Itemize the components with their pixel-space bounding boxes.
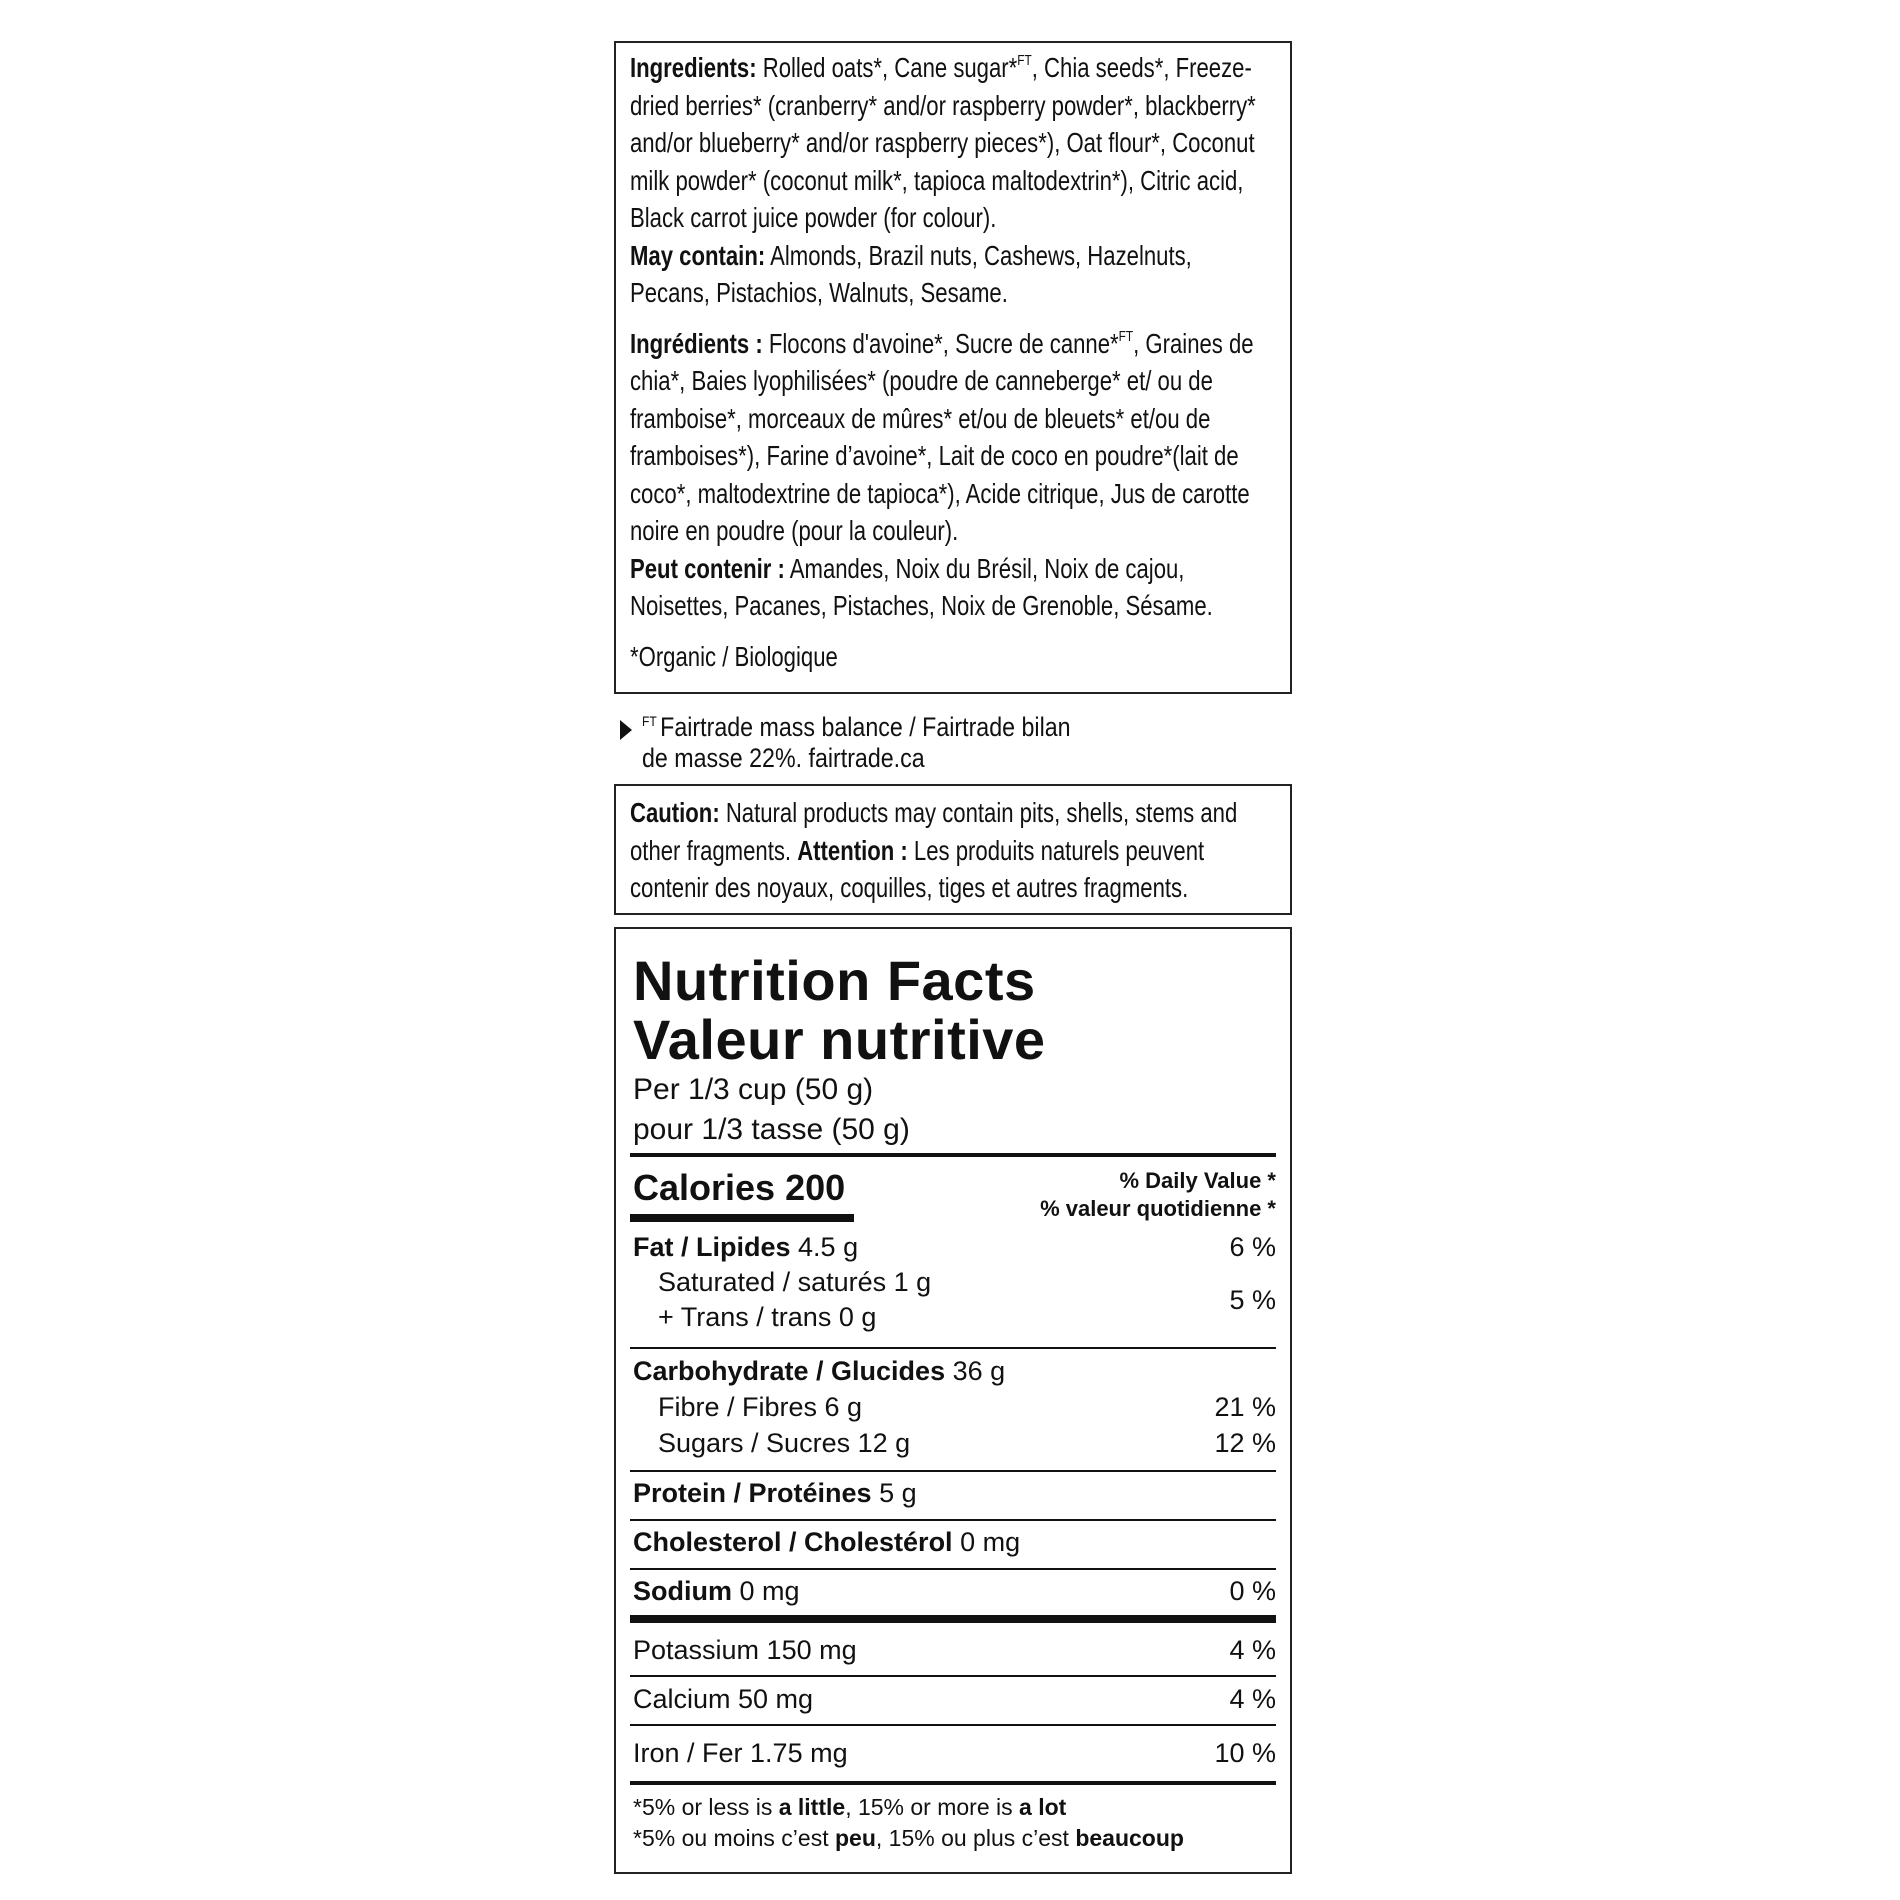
rule-thick [630, 1153, 1276, 1157]
footnote-en-part-1: *5% or less is [633, 1794, 779, 1820]
rule-thin [630, 1347, 1276, 1349]
sodium-amount: 0 mg [732, 1576, 800, 1606]
cholesterol-row [633, 1526, 1020, 1558]
fibre-percent: 21 % [1214, 1392, 1276, 1422]
rule-thin [630, 1519, 1276, 1521]
footnote-fr-part-2: , 15% ou plus c’est [875, 1825, 1076, 1851]
ingredients-label: Ingredients: [630, 52, 757, 83]
potassium-percent: 4 % [1229, 1635, 1276, 1665]
protein-row [633, 1477, 917, 1509]
cholesterol-amount: 0 mg [952, 1527, 1021, 1557]
calories-underline [630, 1214, 854, 1222]
caution-label: Caution: [630, 797, 720, 828]
sodium-row [633, 1575, 800, 1607]
fat-percent: 6 % [1229, 1232, 1276, 1262]
iron-percent: 10 % [1214, 1738, 1276, 1768]
fairtrade-mark: FT [1017, 52, 1032, 69]
sodium-percent: 0 % [1229, 1576, 1276, 1606]
rule-thin [630, 1470, 1276, 1472]
caution-english: Natural products may contain pits, shells, stems and other fragments. [630, 797, 1238, 866]
ingredients-list-part-2: , Chia seeds*, Freeze-dried berries* (cranberry* and/or raspberry powder*, blackberry* and/or blueberry* and/or raspberry pieces*), Oat flour*, Coconut milk powder* (coconut milk*, tapioca maltodextrin*), Citric acid, Black carrot juice powder (for colour). [630, 52, 1256, 233]
nutrition-title-en: Nutrition Facts [633, 949, 1036, 1012]
carbohydrate-row [633, 1355, 1005, 1387]
may-contain-list-fr: Amandes, Noix du Brésil, Noix de cajou, Noisettes, Pacanes, Pistaches, Noix de Grenoble, Sésame. [630, 552, 1213, 621]
ingredients-text-block [630, 49, 1278, 675]
organic-note: *Organic / Biologique [630, 640, 838, 672]
ingredients-label-fr: Ingrédients : [630, 327, 763, 359]
footnote-fr-bold-2: beaucoup [1075, 1825, 1184, 1851]
fairtrade-text [642, 712, 1124, 774]
fibre-row: Fibre / Fibres 6 g [658, 1392, 863, 1422]
sat-trans-percent: 5 % [1229, 1285, 1276, 1315]
ingredients-list-part-1: Rolled oats*, Cane sugar* [756, 52, 1018, 83]
footnote-fr-part-1: *5% ou moins c’est [633, 1825, 835, 1851]
iron-row: Iron / Fer 1.75 mg [633, 1738, 848, 1768]
ingredients-list-fr-part-2: , Graines de chia*, Baies lyophilisées* (poudre de canneberge* et/ ou de framboise*, morceaux de mûres* et/ou de bleuets* et/ou de framboises*), Farine d’avoine*, Lait de coco en poudre*(lait de coco*, maltodextrine de tapioca*), Acide citrique, Jus de carotte noire en poudre (pour la couleur). [630, 327, 1254, 546]
fairtrade-line-1: Fairtrade mass balance / Fairtrade bilan [660, 712, 1071, 742]
fairtrade-mark-fr: FT [1118, 327, 1134, 345]
fairtrade-mark-note: FT [642, 713, 657, 729]
footnote-fr-bold-1: peu [834, 1825, 876, 1851]
may-contain-label: May contain: [630, 239, 766, 271]
attention-label: Attention : [797, 834, 908, 866]
fat-amount: 4.5 g [790, 1232, 859, 1262]
fat-row [633, 1231, 858, 1263]
footnote-en [633, 1792, 1066, 1823]
sugars-row: Sugars / Sucres 12 g [658, 1428, 911, 1458]
ingredients-panel [614, 41, 1292, 694]
sugars-percent: 12 % [1214, 1428, 1276, 1458]
rule-medium [630, 1781, 1276, 1785]
fairtrade-line-2: de masse 22%. fairtrade.ca [642, 743, 925, 773]
caution-french: Les produits naturels peuvent contenir des noyaux, coquilles, tiges et autres fragments. [630, 834, 1205, 903]
calories: Calories 200 [633, 1167, 846, 1208]
fat-label: Fat / Lipides [633, 1232, 791, 1262]
caution-text [630, 794, 1278, 907]
potassium-row: Potassium 150 mg [633, 1635, 857, 1665]
may-contain-list: Almonds, Brazil nuts, Cashews, Hazelnuts, Pecans, Pistachios, Walnuts, Sesame. [630, 239, 1192, 308]
serving-size-en: Per 1/3 cup (50 g) [633, 1073, 874, 1106]
calcium-percent: 4 % [1229, 1684, 1276, 1714]
protein-amount: 5 g [871, 1478, 917, 1508]
cholesterol-label: Cholesterol / Cholestérol [633, 1527, 953, 1557]
sodium-label: Sodium [633, 1576, 732, 1606]
caution-panel [614, 784, 1292, 915]
ingredients-list-fr-part-1: Flocons d'avoine*, Sucre de canne* [762, 327, 1119, 359]
rule-thick [630, 1615, 1276, 1623]
footnote-fr [633, 1823, 1184, 1854]
nutrition-title-fr: Valeur nutritive [633, 1008, 1046, 1071]
carbohydrate-amount: 36 g [945, 1356, 1006, 1386]
trans-row: + Trans / trans 0 g [658, 1302, 877, 1332]
footnote-en-bold-2: a lot [1019, 1794, 1067, 1820]
rule-thin [630, 1568, 1276, 1570]
protein-label: Protein / Protéines [633, 1478, 872, 1508]
footnote-en-part-2: , 15% or more is [845, 1794, 1020, 1820]
daily-value-header-en: % Daily Value * [1119, 1168, 1276, 1193]
footnote-en-bold-1: a little [778, 1794, 846, 1820]
serving-size-fr: pour 1/3 tasse (50 g) [633, 1113, 910, 1146]
rule-thin [630, 1724, 1276, 1726]
ingredients-english [630, 49, 1278, 312]
rule-thin [630, 1675, 1276, 1677]
calcium-row: Calcium 50 mg [633, 1684, 814, 1714]
arrow-right-icon [620, 720, 632, 740]
ingredients-french [630, 325, 1278, 625]
saturated-row: Saturated / saturés 1 g [658, 1267, 932, 1297]
carbohydrate-label: Carbohydrate / Glucides [633, 1356, 946, 1386]
nutrition-facts-panel [614, 927, 1292, 1874]
may-contain-label-fr: Peut contenir : [630, 552, 785, 584]
daily-value-header-fr: % valeur quotidienne * [1040, 1196, 1276, 1221]
